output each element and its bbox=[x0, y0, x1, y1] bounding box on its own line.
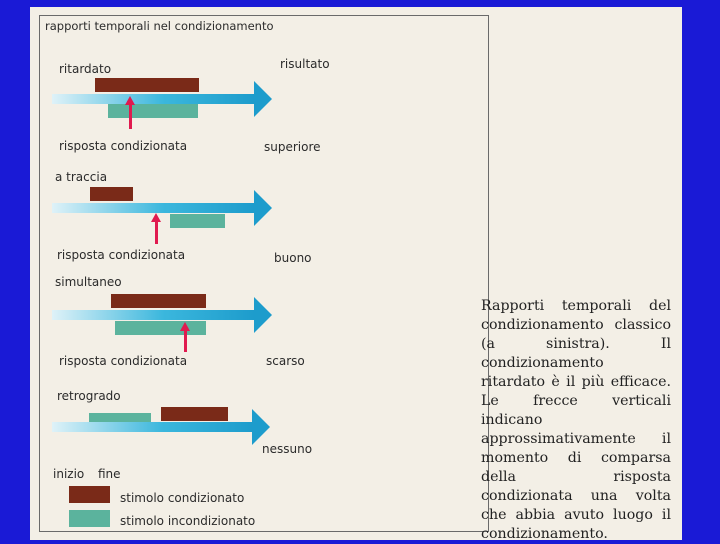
result-retrogrado: nessuno bbox=[262, 442, 313, 456]
result-header: risultato bbox=[280, 57, 330, 71]
response-arrowhead-ritardato bbox=[125, 96, 135, 105]
response-label-ritardato: risposta condizionata bbox=[59, 139, 188, 153]
diagram-frame bbox=[39, 15, 489, 532]
us-bar-ritardato bbox=[108, 104, 198, 118]
response-arrow-simultaneo bbox=[184, 331, 187, 352]
cs-bar-a-traccia bbox=[90, 187, 133, 201]
row-label-retrogrado: retrogrado bbox=[57, 389, 121, 403]
result-a-traccia: buono bbox=[274, 251, 312, 265]
us-bar-simultaneo bbox=[115, 321, 206, 335]
us-bar-a-traccia bbox=[170, 214, 225, 228]
legend-swatch-unconditioned bbox=[69, 510, 110, 527]
response-arrow-a-traccia bbox=[155, 222, 158, 244]
time-arrow-retrogrado bbox=[52, 422, 252, 432]
legend-swatch-conditioned bbox=[69, 486, 110, 503]
row-label-a-traccia: a traccia bbox=[55, 170, 108, 184]
arrowhead-simultaneo bbox=[254, 297, 272, 333]
response-arrowhead-a-traccia bbox=[151, 213, 161, 222]
row-label-ritardato: ritardato bbox=[59, 62, 112, 76]
time-arrow-a-traccia bbox=[52, 203, 254, 213]
legend-label-unconditioned: stimolo incondizionato bbox=[120, 514, 256, 528]
page-scan bbox=[30, 7, 682, 540]
cs-bar-retrogrado bbox=[161, 407, 228, 421]
arrowhead-ritardato bbox=[254, 81, 272, 117]
response-label-a-traccia: risposta condizionata bbox=[57, 248, 186, 262]
result-simultaneo: scarso bbox=[266, 354, 305, 368]
response-arrowhead-simultaneo bbox=[180, 322, 190, 331]
row-label-simultaneo: simultaneo bbox=[55, 275, 122, 289]
cs-bar-ritardato bbox=[95, 78, 199, 92]
arrowhead-a-traccia bbox=[254, 190, 272, 226]
time-arrow-ritardato bbox=[52, 94, 254, 104]
response-arrow-ritardato bbox=[129, 105, 132, 129]
arrowhead-retrogrado bbox=[252, 409, 270, 445]
cs-bar-simultaneo bbox=[111, 294, 206, 308]
timeline-end-label: fine bbox=[98, 467, 121, 481]
time-arrow-simultaneo bbox=[52, 310, 254, 320]
response-label-simultaneo: risposta condizionata bbox=[59, 354, 188, 368]
caption-text: Rapporti temporali del condizionamento classico (a sinistra). Il condizionamento ritardato è il più efficace. Le frecce verticali indicano approssimativamente il momento di comparsa della risposta condizionata una volta che abbia avuto luogo il condizionamento. bbox=[481, 298, 671, 542]
legend-label-conditioned: stimolo condizionato bbox=[120, 491, 245, 505]
result-ritardato: superiore bbox=[264, 140, 321, 154]
timeline-start-label: inizio bbox=[53, 467, 85, 481]
diagram-title: rapporti temporali nel condizionamento bbox=[45, 19, 274, 33]
